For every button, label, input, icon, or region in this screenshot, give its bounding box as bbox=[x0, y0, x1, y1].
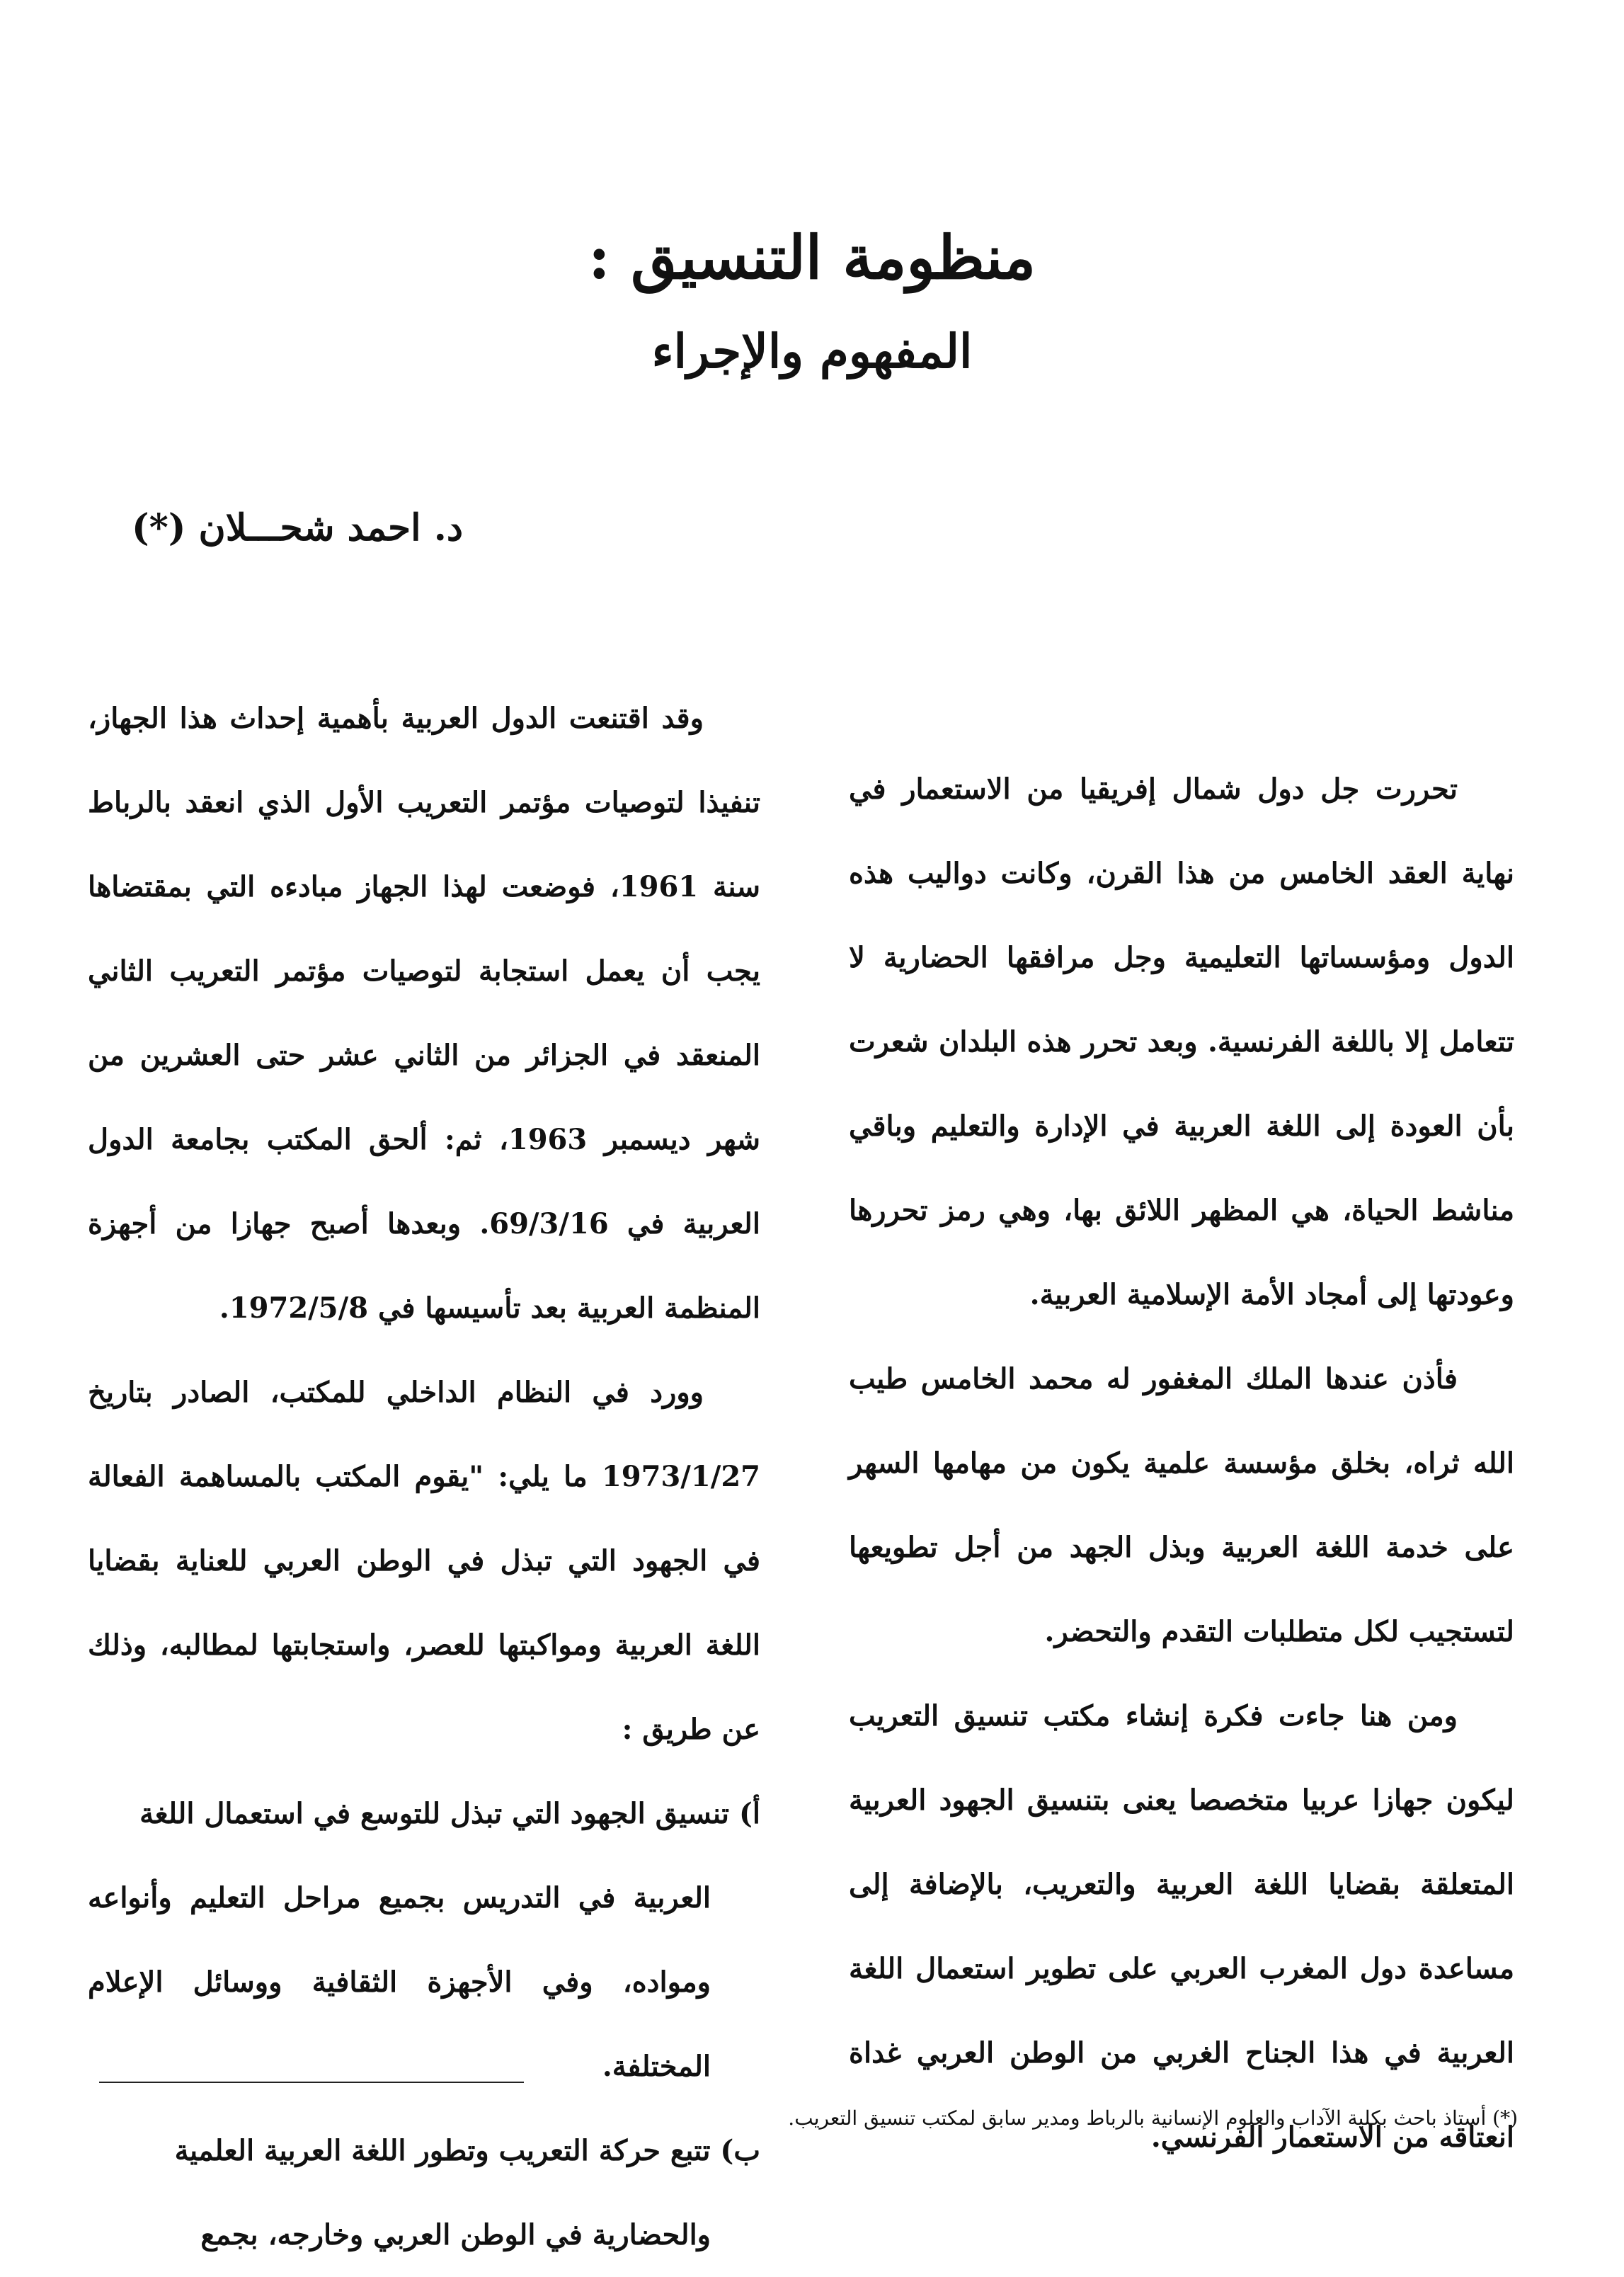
right-column bbox=[849, 747, 1514, 2179]
left-column bbox=[88, 676, 760, 2277]
paragraph: وقد اقتنعت الدول العربية بأهمية إحداث هذا الجهاز، تنفيذا لتوصيات مؤتمر التعريب الأول الذي انعقد بالرباط سنة 1961، فوضعت لهذا الجهاز مبادءه التي بمقتضاها يجب أن يعمل استجابة لتوصيات مؤتمر التعريب الثاني المنعقد في الجزائر من الثاني عشر حتى العشرين من شهر ديسمبر 1963، ثم: ألحق المكتب بجامعة الدول العربية في 69/3/16. وبعدها أصبح جهازا من أجهزة المنظمة العربية بعد تأسيسها في 1972/5/8. bbox=[88, 702, 760, 1325]
list-item bbox=[88, 1771, 760, 2108]
article-title: منظومة التنسيق : bbox=[588, 222, 1036, 292]
footnote-divider bbox=[99, 2082, 524, 2083]
list-item-continuation: والحضارية في الوطن العربي وخارجه، بجمع bbox=[200, 2218, 711, 2252]
author-name: د. احمد شحـــلان (*) bbox=[132, 506, 463, 549]
paragraph: تحررت جل دول شمال إفريقيا من الاستعمار في نهاية العقد الخامس من هذا القرن، وكانت دواليب هذه الدول ومؤسساتها التعليمية وجل مرافقها الحضارية لا تتعامل إلا باللغة الفرنسية. وبعد تحرر هذه البلدان شعرت بأن العودة إلى اللغة العربية في الإدارة والتعليم وباقي مناشط الحياة، هي المظهر اللائق بها، وهي رمز تحررها وعودتها إلى أمجاد الأمة الإسلامية العربية. bbox=[849, 772, 1514, 1311]
list-item-lead: ب) تتبع حركة التعريب وتطور اللغة العربية العلمية bbox=[174, 2134, 760, 2167]
footnote: (*) أستاذ باحث بكلية الآداب والعلوم الإنسانية بالرباط ومدير سابق لمكتب تنسيق التعريب. bbox=[788, 2106, 1518, 2130]
paragraph: فأذن عندها الملك المغفور له محمد الخامس طيب الله ثراه، بخلق مؤسسة علمية يكون من مهامها السهر على خدمة اللغة العربية وبذل الجهد من أجل تطويعها لتستجيب لكل متطلبات التقدم والتحضر. bbox=[849, 1362, 1514, 1648]
paragraph: ومن هنا جاءت فكرة إنشاء مكتب تنسيق التعريب ليكون جهازا عربيا متخصصا يعنى بتنسيق الجهود العربية المتعلقة بقضايا اللغة العربية والتعريب، بالإضافة إلى مساعدة دول المغرب العربي على تطوير استعمال اللغة العربية في هذا الجناح الغربي من الوطن العربي غداة انعتاقه من الاستعمار الفرنسي. bbox=[849, 1699, 1514, 2154]
list-item bbox=[88, 2108, 760, 2277]
list-item-lead: أ) تنسيق الجهود التي تبذل للتوسع في استعمال اللغة bbox=[139, 1797, 760, 1830]
paragraph: وورد في النظام الداخلي للمكتب، الصادر بتاريخ 1973/1/27 ما يلي: "يقوم المكتب بالمساهمة الفعالة في الجهود التي تبذل في الوطن العربي للعناية بقضايا اللغة العربية ومواكبتها للعصر، واستجابتها لمطالبه، وذلك عن طريق : bbox=[88, 1376, 760, 1746]
article-subtitle: المفهوم والإجراء bbox=[651, 324, 973, 379]
list-item-continuation: العربية في التدريس بجميع مراحل التعليم وأنواعه ومواده، وفي الأجهزة الثقافية ووسائل الإعلام المختلفة. bbox=[88, 1881, 711, 2083]
